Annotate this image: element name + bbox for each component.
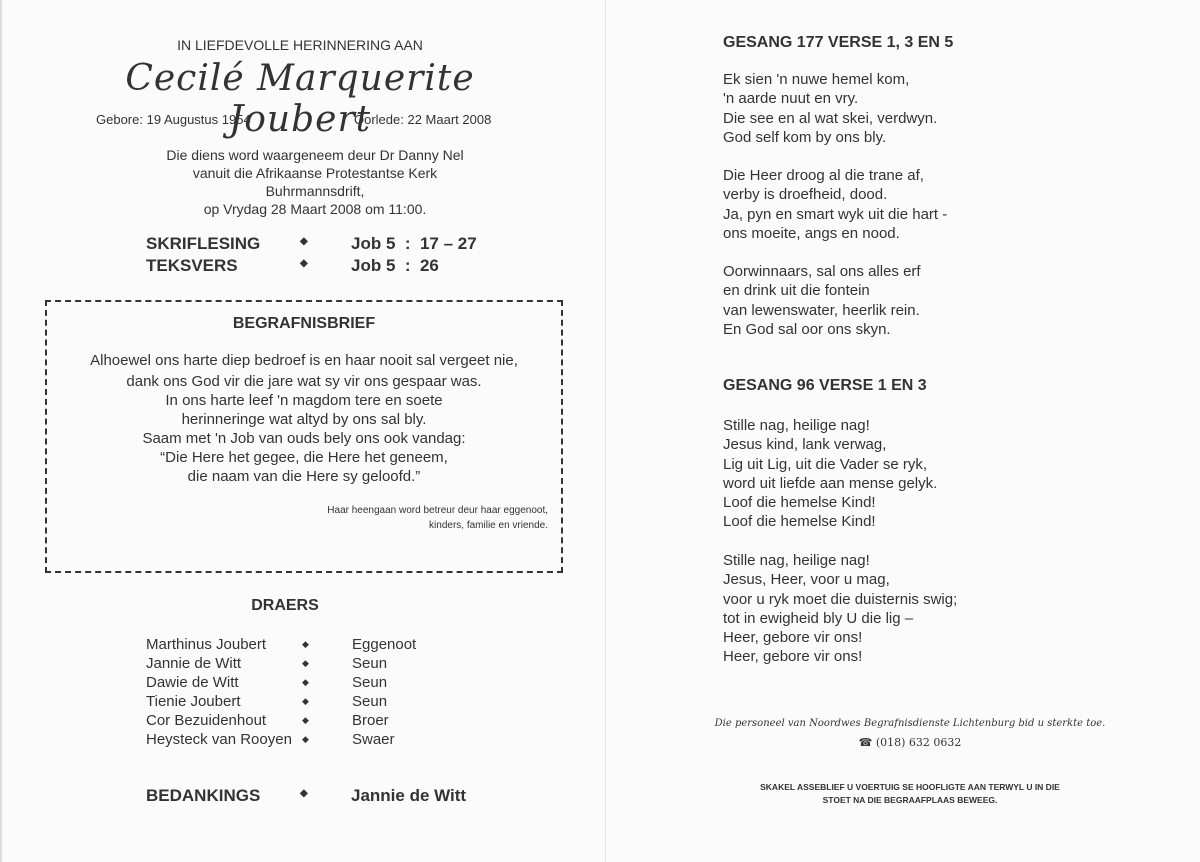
notice-line: STOET NA DIE BEGRAAFPLAAS BEWEEG. [822, 795, 998, 805]
verse-line: word uit liefde aan mense gelyk. [723, 474, 938, 492]
verse-line: Jesus, Heer, voor u mag, [723, 571, 890, 589]
letter-line: In ons harte leef 'n magdom tere en soete [165, 392, 443, 409]
bearer-relation: Seun [352, 693, 388, 710]
verse-line: Heer, gebore vir ons! [723, 629, 863, 647]
bearer-relation: Swaer [352, 731, 395, 748]
reading-label: SKRIFLESING [146, 234, 261, 253]
bearers-title: DRAERS [251, 597, 319, 614]
death-date: Oorlede: 22 Maart 2008 [354, 112, 492, 127]
verse-line: en drink uit die fontein [723, 282, 870, 300]
hymn-verse [723, 70, 937, 147]
bearer-relation: Eggenoot [352, 636, 417, 653]
verse-line: Ja, pyn en smart wyk uit die hart - [723, 205, 948, 223]
bullet-icon: ◆ [300, 788, 308, 799]
letter-line: Alhoewel ons harte diep bedroef is en haar nooit sal vergeet nie, [90, 352, 518, 369]
letter-footer: kinders, familie en vriende. [429, 520, 548, 531]
verse-line: Stille nag, heilige nag! [723, 552, 870, 569]
hymn-title: GESANG 177 VERSE 1, 3 EN 5 [723, 34, 954, 51]
letter-line: die naam van die Here sy geloofd.” [187, 468, 421, 485]
hymn-title: GESANG 96 VERSE 1 EN 3 [723, 377, 927, 394]
verse-line: verby is droefheid, dood. [723, 186, 888, 204]
hymn-verse [723, 262, 921, 339]
bullet-icon: ◆ [302, 715, 309, 725]
bullet-icon: ◆ [300, 236, 308, 247]
letter-line: “Die Here het gegee, die Here het geneem, [160, 449, 448, 466]
bearer-relation: Broer [352, 712, 389, 729]
page-fold [605, 0, 606, 862]
letter-line: herinneringe wat altyd by ons sal bly. [181, 411, 427, 428]
verse-line: Die Heer droog al die trane af, [723, 167, 924, 184]
verse-line: God self kom by ons bly. [723, 128, 887, 146]
verse-line: Loof die hemelse Kind! [723, 513, 876, 531]
verse-line: voor u ryk moet die duisternis swig; [723, 590, 958, 608]
bearer-name: Heysteck van Rooyen [146, 731, 292, 748]
verse-line: Jesus kind, lank verwag, [723, 436, 887, 454]
bearer-name: Jannie de Witt [146, 655, 242, 672]
verse-line: ons moeite, angs en nood. [723, 224, 900, 242]
bearer-relation: Seun [352, 674, 388, 691]
service-line: op Vrydag 28 Maart 2008 om 11:00. [203, 201, 427, 217]
verse-line: Oorwinnaars, sal ons alles erf [723, 263, 921, 280]
deceased-name: Cecilé Marquerite Joubert [125, 58, 475, 140]
bearer-name: Marthinus Joubert [146, 636, 267, 653]
bearer-name: Dawie de Witt [146, 674, 239, 691]
service-line: Die diens word waargeneem deur Dr Danny Nel [166, 147, 464, 163]
hymn-verse [723, 551, 957, 667]
reading-label: TEKSVERS [146, 256, 238, 275]
service-line: vanuit die Afrikaanse Protestantse Kerk Buhrmannsdrift, [192, 165, 438, 199]
verse-line: Stille nag, heilige nag! [723, 417, 870, 434]
birth-date: Gebore: 19 Augustus 1954 [96, 112, 251, 127]
reading-ref: Job 5 : 17 – 27 [351, 234, 477, 253]
verse-line: Lig uit Lig, uit die Vader se ryk, [723, 455, 927, 473]
verse-line: Heer, gebore vir ons! [723, 648, 863, 666]
phone-number: (018) 632 0632 [875, 736, 962, 749]
verse-line: Die see en al wat skei, verdwyn. [723, 109, 938, 127]
phone-icon: ☎ [858, 736, 873, 749]
bullet-icon: ◆ [302, 639, 309, 649]
verse-line: tot in ewigheid bly U die lig – [723, 609, 914, 627]
staff-message: Die personeel van Noordwes Begrafnisdienste Lichtenburg bid u sterkte toe. [714, 718, 1106, 729]
bullet-icon: ◆ [300, 258, 308, 269]
verse-line: 'n aarde nuut en vry. [723, 90, 859, 108]
bullet-icon: ◆ [302, 734, 309, 744]
page-edge [0, 0, 2, 862]
hymn-verse [723, 166, 947, 243]
notice-line: SKAKEL ASSEBLIEF U VOERTUIG SE HOOFLIGTE AAN TERWYL U IN DIE [760, 782, 1060, 792]
bearer-name: Cor Bezuidenhout [146, 712, 267, 729]
bullet-icon: ◆ [302, 658, 309, 668]
thanks-label: BEDANKINGS [146, 786, 261, 805]
bearer-name: Tienie Joubert [146, 693, 241, 710]
thanks-name: Jannie de Witt [351, 786, 467, 805]
reading-ref: Job 5 : 26 [351, 256, 439, 275]
intro-line: IN LIEFDEVOLLE HERINNERING AAN [177, 37, 423, 53]
letter-line: Saam met 'n Job van ouds bely ons ook vandag: [142, 430, 466, 447]
verse-line: van lewenswater, heerlik rein. [723, 301, 920, 319]
bearer-relation: Seun [352, 655, 388, 672]
hymn-verse [723, 416, 937, 532]
letter-line: dank ons God vir die jare wat sy vir ons gespaar was. [126, 373, 482, 390]
verse-line: En God sal oor ons skyn. [723, 320, 891, 338]
letter-title: BEGRAFNISBRIEF [232, 315, 376, 332]
headlights-notice [720, 781, 1100, 807]
verse-line: Loof die hemelse Kind! [723, 494, 876, 512]
phone-line [690, 736, 1130, 749]
letter-footer: Haar heengaan word betreur deur haar eggenoot, [327, 505, 548, 516]
service-details [150, 146, 480, 218]
bullet-icon: ◆ [302, 696, 309, 706]
verse-line: Ek sien 'n nuwe hemel kom, [723, 71, 910, 88]
bullet-icon: ◆ [302, 677, 309, 687]
